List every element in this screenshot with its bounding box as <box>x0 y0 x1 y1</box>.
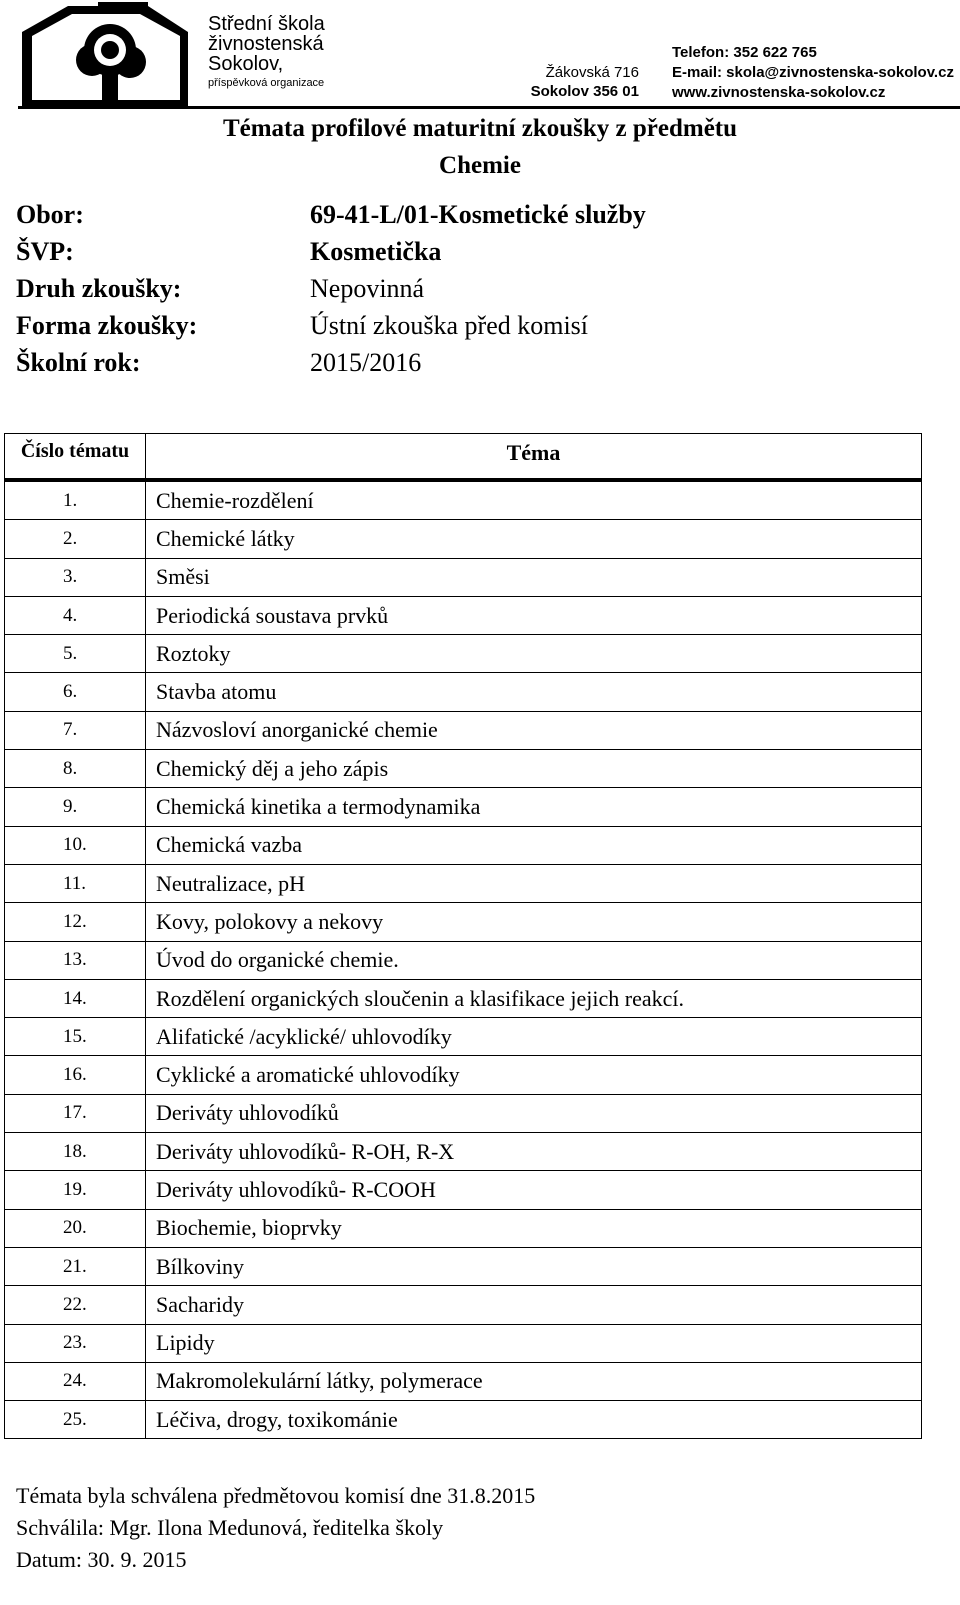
topic-theme: Rozdělení organických sloučenin a klasifikace jejich reakcí. <box>146 979 922 1017</box>
topic-number: 23. <box>5 1324 146 1362</box>
table-row <box>5 1362 922 1400</box>
topic-theme: Neutralizace, pH <box>146 864 922 902</box>
table-row <box>5 903 922 941</box>
topic-number: 20. <box>5 1209 146 1247</box>
topic-number: 21. <box>5 1247 146 1285</box>
topic-number: 14. <box>5 979 146 1017</box>
table-row <box>5 1401 922 1439</box>
topic-number: 10. <box>5 826 146 864</box>
topic-theme: Lipidy <box>146 1324 922 1362</box>
topic-theme: Biochemie, bioprvky <box>146 1209 922 1247</box>
topic-theme: Sacharidy <box>146 1286 922 1324</box>
topic-theme: Chemické látky <box>146 520 922 558</box>
table-row <box>5 635 922 673</box>
school-address: Žákovská 716 Sokolov 356 01 <box>530 64 639 100</box>
table-row <box>5 1094 922 1132</box>
topic-theme: Deriváty uhlovodíků- R-COOH <box>146 1171 922 1209</box>
topic-number: 2. <box>5 520 146 558</box>
table-row <box>5 1056 922 1094</box>
topic-number: 6. <box>5 673 146 711</box>
topic-theme: Bílkoviny <box>146 1247 922 1285</box>
topic-theme: Úvod do organické chemie. <box>146 941 922 979</box>
table-row <box>5 596 922 634</box>
topic-theme: Deriváty uhlovodíků- R-OH, R-X <box>146 1133 922 1171</box>
school-name: Střední škola živnostenská Sokolov, příspěvková organizace <box>208 13 325 89</box>
topic-theme: Kovy, polokovy a nekovy <box>146 903 922 941</box>
topic-theme: Směsi <box>146 558 922 596</box>
topic-theme: Roztoky <box>146 635 922 673</box>
topic-theme: Alifatické /acyklické/ uhlovodíky <box>146 1018 922 1056</box>
topic-number: 11. <box>5 864 146 902</box>
topic-theme: Chemie-rozdělení <box>146 480 922 520</box>
topic-theme: Chemický děj a jeho zápis <box>146 750 922 788</box>
topic-number: 7. <box>5 711 146 749</box>
topic-number: 15. <box>5 1018 146 1056</box>
info-row: ŠVP: Kosmetička <box>16 237 442 266</box>
table-row <box>5 480 922 520</box>
topic-number: 25. <box>5 1401 146 1439</box>
topic-theme: Stavba atomu <box>146 673 922 711</box>
table-row <box>5 1324 922 1362</box>
table-row <box>5 864 922 902</box>
topic-theme: Chemická vazba <box>146 826 922 864</box>
topic-number: 9. <box>5 788 146 826</box>
topic-theme: Cyklické a aromatické uhlovodíky <box>146 1056 922 1094</box>
table-row <box>5 1247 922 1285</box>
table-row <box>5 558 922 596</box>
topic-number: 24. <box>5 1362 146 1400</box>
letterhead <box>0 0 960 112</box>
topic-number: 1. <box>5 480 146 520</box>
table-row <box>5 1209 922 1247</box>
topic-theme: Periodická soustava prvků <box>146 596 922 634</box>
info-row: Forma zkoušky: Ústní zkouška před komisí <box>16 311 589 340</box>
document-title: Témata profilové maturitní zkoušky z předmětu Chemie <box>222 115 738 179</box>
table-row <box>5 1171 922 1209</box>
info-row: Obor: 69-41-L/01-Kosmetické služby <box>16 200 646 229</box>
topic-number: 3. <box>5 558 146 596</box>
school-logo-icon <box>18 2 193 110</box>
topics-table <box>4 433 922 1439</box>
topic-theme: Deriváty uhlovodíků <box>146 1094 922 1132</box>
table-row <box>5 750 922 788</box>
table-row <box>5 520 922 558</box>
topic-number: 5. <box>5 635 146 673</box>
topic-number: 13. <box>5 941 146 979</box>
topic-number: 19. <box>5 1171 146 1209</box>
topic-theme: Léčiva, drogy, toxikománie <box>146 1401 922 1439</box>
header-divider <box>18 106 960 109</box>
table-row <box>5 788 922 826</box>
table-row <box>5 1286 922 1324</box>
table-row <box>5 711 922 749</box>
topic-theme: Chemická kinetika a termodynamika <box>146 788 922 826</box>
table-row <box>5 1018 922 1056</box>
topic-number: 18. <box>5 1133 146 1171</box>
topic-number: 22. <box>5 1286 146 1324</box>
table-row <box>5 979 922 1017</box>
table-row <box>5 1133 922 1171</box>
topic-number: 16. <box>5 1056 146 1094</box>
topic-number: 8. <box>5 750 146 788</box>
topic-number: 12. <box>5 903 146 941</box>
table-row <box>5 941 922 979</box>
column-header-theme: Téma <box>146 434 922 481</box>
table-row <box>5 673 922 711</box>
table-row <box>5 826 922 864</box>
topic-number: 4. <box>5 596 146 634</box>
school-contact: Telefon: 352 622 765 E-mail: skola@zivnostenska-sokolov.cz www.zivnostenska-sokolov.cz <box>672 44 954 101</box>
topic-theme: Makromolekulární látky, polymerace <box>146 1362 922 1400</box>
info-row: Školní rok: 2015/2016 <box>16 348 422 377</box>
column-header-number: Číslo tématu <box>5 434 146 481</box>
topic-theme: Názvosloví anorganické chemie <box>146 711 922 749</box>
info-row: Druh zkoušky: Nepovinná <box>16 274 425 303</box>
exam-info <box>16 196 916 381</box>
topic-number: 17. <box>5 1094 146 1132</box>
approval-note: Témata byla schválena předmětovou komisí dne 31.8.2015 Schválila: Mgr. Ilona Medunová, ředitelka školy Datum: 30. 9. 2015 <box>16 1483 536 1572</box>
